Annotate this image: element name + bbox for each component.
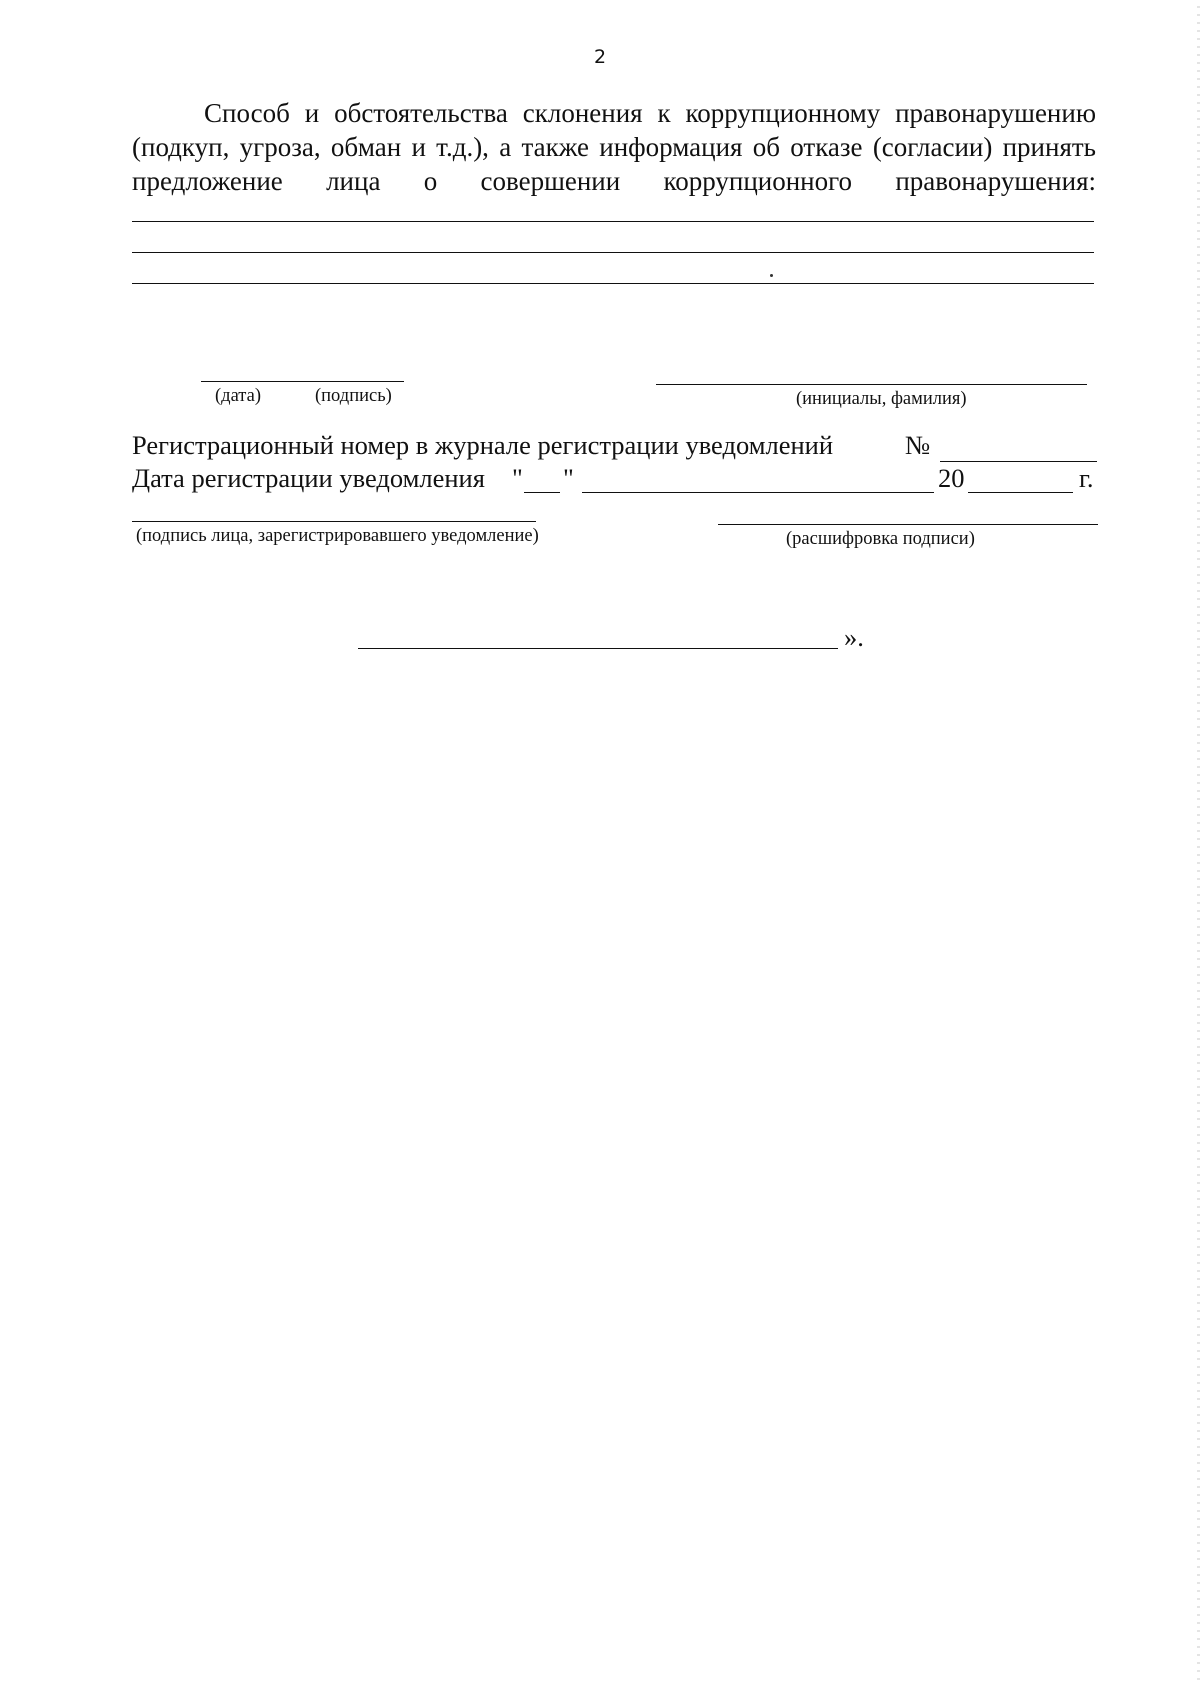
initials-caption: (инициалы, фамилия) [796,389,967,409]
answer-line-3[interactable] [132,283,1094,284]
date-signature-line[interactable] [201,381,404,382]
registrar-signature-line[interactable] [132,521,536,522]
year-field[interactable] [968,492,1073,493]
date-quote-open: " [512,463,523,493]
date-quote-close: " [563,463,574,493]
answer-line-2[interactable] [132,252,1094,253]
initials-line[interactable] [656,384,1087,385]
closing-line[interactable] [358,648,838,649]
date-caption: (дата) [215,386,261,406]
day-field[interactable] [524,492,560,493]
year-prefix: 20 [938,463,965,493]
registration-date-label: Дата регистрации уведомления [132,463,485,493]
paragraph-text: Способ и обстоятельства склонения к коррупционному правонарушению (подкуп, угроза, обман и т.д.), а также информация об отказе (согласии) принять предложение лица о совершении коррупционного правонарушения: [132,98,1096,196]
registrar-decode-caption: (расшифровка подписи) [786,529,975,549]
year-suffix: г. [1079,463,1094,493]
number-sign: № [905,430,931,460]
registration-number-field[interactable] [940,461,1097,462]
page-number: 2 [593,46,607,68]
answer-line-1[interactable] [132,221,1094,222]
closing-mark: ». [844,622,864,652]
month-field[interactable] [582,492,934,493]
registrar-signature-caption: (подпись лица, зарегистрировавшего уведомление) [136,526,539,546]
corruption-circumstances-paragraph [132,96,1096,198]
registrar-decode-line[interactable] [718,524,1098,525]
registration-number-label: Регистрационный номер в журнале регистрации уведомлений [132,430,833,460]
scan-dot [770,274,773,277]
signature-caption: (подпись) [315,386,392,406]
